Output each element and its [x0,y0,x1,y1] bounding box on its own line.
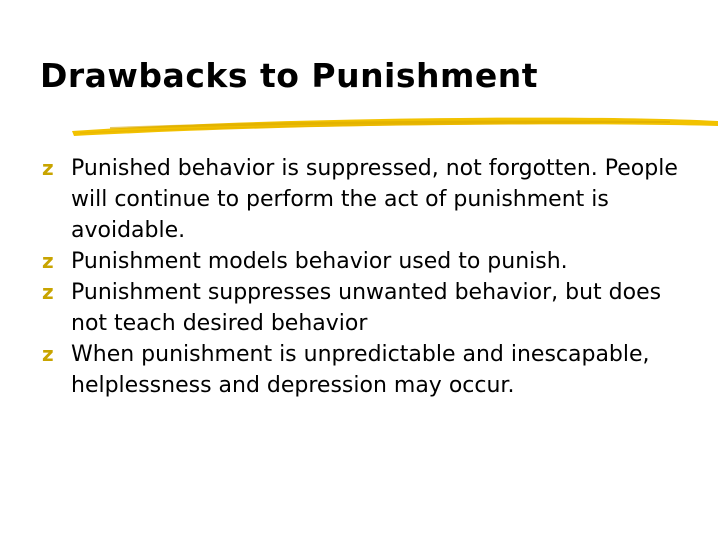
bullet-text: When punishment is unpredictable and inescapable, helplessness and depression may occur. [71,342,650,398]
bullet-item [42,339,702,401]
bullet-item [42,153,702,246]
bullet-text: Punishment models behavior used to punish. [71,249,568,274]
bullet-marker-icon: z [42,249,54,273]
bullet-item [42,246,702,277]
bullet-text: Punished behavior is suppressed, not forgotten. People will continue to perform the act of punishment is avoidable. [71,156,678,243]
bullet-marker-icon: z [42,156,54,180]
bullet-list [42,153,702,401]
bullet-marker-icon: z [42,342,54,366]
title-underline-brush [70,112,720,138]
bullet-item [42,277,702,339]
bullet-marker-icon: z [42,280,54,304]
bullet-text: Punishment suppresses unwanted behavior, but does not teach desired behavior [71,280,662,336]
slide-title: Drawbacks to Punishment [40,56,539,95]
